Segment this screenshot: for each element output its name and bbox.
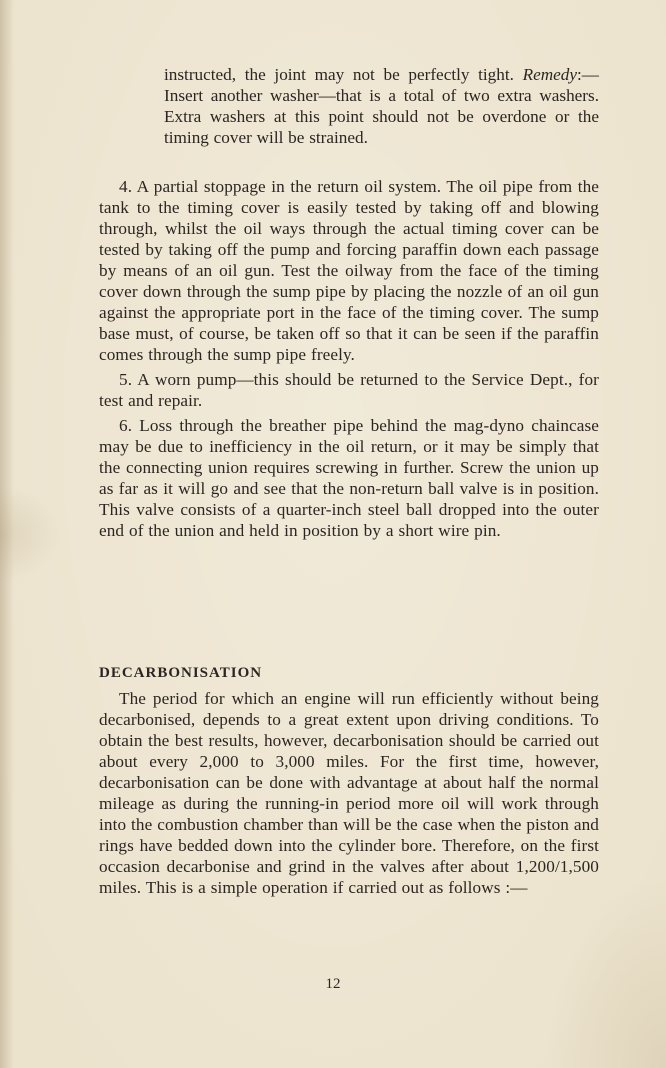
page-number: 12 [325,976,341,992]
item-6-paragraph: 6. Loss through the breather pipe behind the mag-dyno chaincase may be due to inefficiency in the oil return, or it may be simply that the connecting union requires screwing in further. Screw the union up as far as it will go and see that the non-return ball valve is in position. This valve consists of a quarter-inch steel ball dropped into the outer end of the union and held in position by a short wire pin. [99,416,599,540]
page-edge-shading [0,0,14,1068]
intro-line: instructed, the joint may not be perfectly tight. [164,65,514,84]
remedy-text: :—Insert another washer—that is a total of two extra washers. Extra washers at this point should not be overdone or the timing cover will be strained. [164,65,599,147]
decarbonisation-paragraph: The period for which an engine will run efficiently without being decarbonised, depends to a great extent upon driving conditions. To obtain the best results, however, decarbonisation should be carried out about every 2,000 to 3,000 miles. For the first time, however, decarbonisation can be done with advantage at about half the normal mileage as during the running-in period more oil will work through into the combustion chamber than will be the case when the piston and rings have bedded down into the cylinder bore. Therefore, on the first occasion decarbonise and grind in the valves after about 1,200/1,500 miles. This is a simple operation if carried out as follows :— [99,689,599,897]
item-4-paragraph: 4. A partial stoppage in the return oil system. The oil pipe from the tank to the timing cover is easily tested by taking off and blowing through, whilst the oil ways through the actual timing cover can be tested by taking off the pump and forcing paraffin down each passage by means of an oil gun. Test the oilway from the face of the timing cover down through the sump pipe by placing the nozzle of an oil gun against the appropriate port in the face of the timing cover. The sump base must, of course, be taken off so that it can be seen if the paraffin comes through the sump pipe freely. [99,177,599,364]
numbered-items [99,176,599,541]
remedy-label: Remedy [522,65,578,84]
section-heading: DECARBONISATION [99,665,263,681]
continuation-paragraph [164,64,599,148]
item-5-paragraph: 5. A worn pump—this should be returned to the Service Dept., for test and repair. [99,370,599,410]
decarbonisation-section [99,688,599,898]
